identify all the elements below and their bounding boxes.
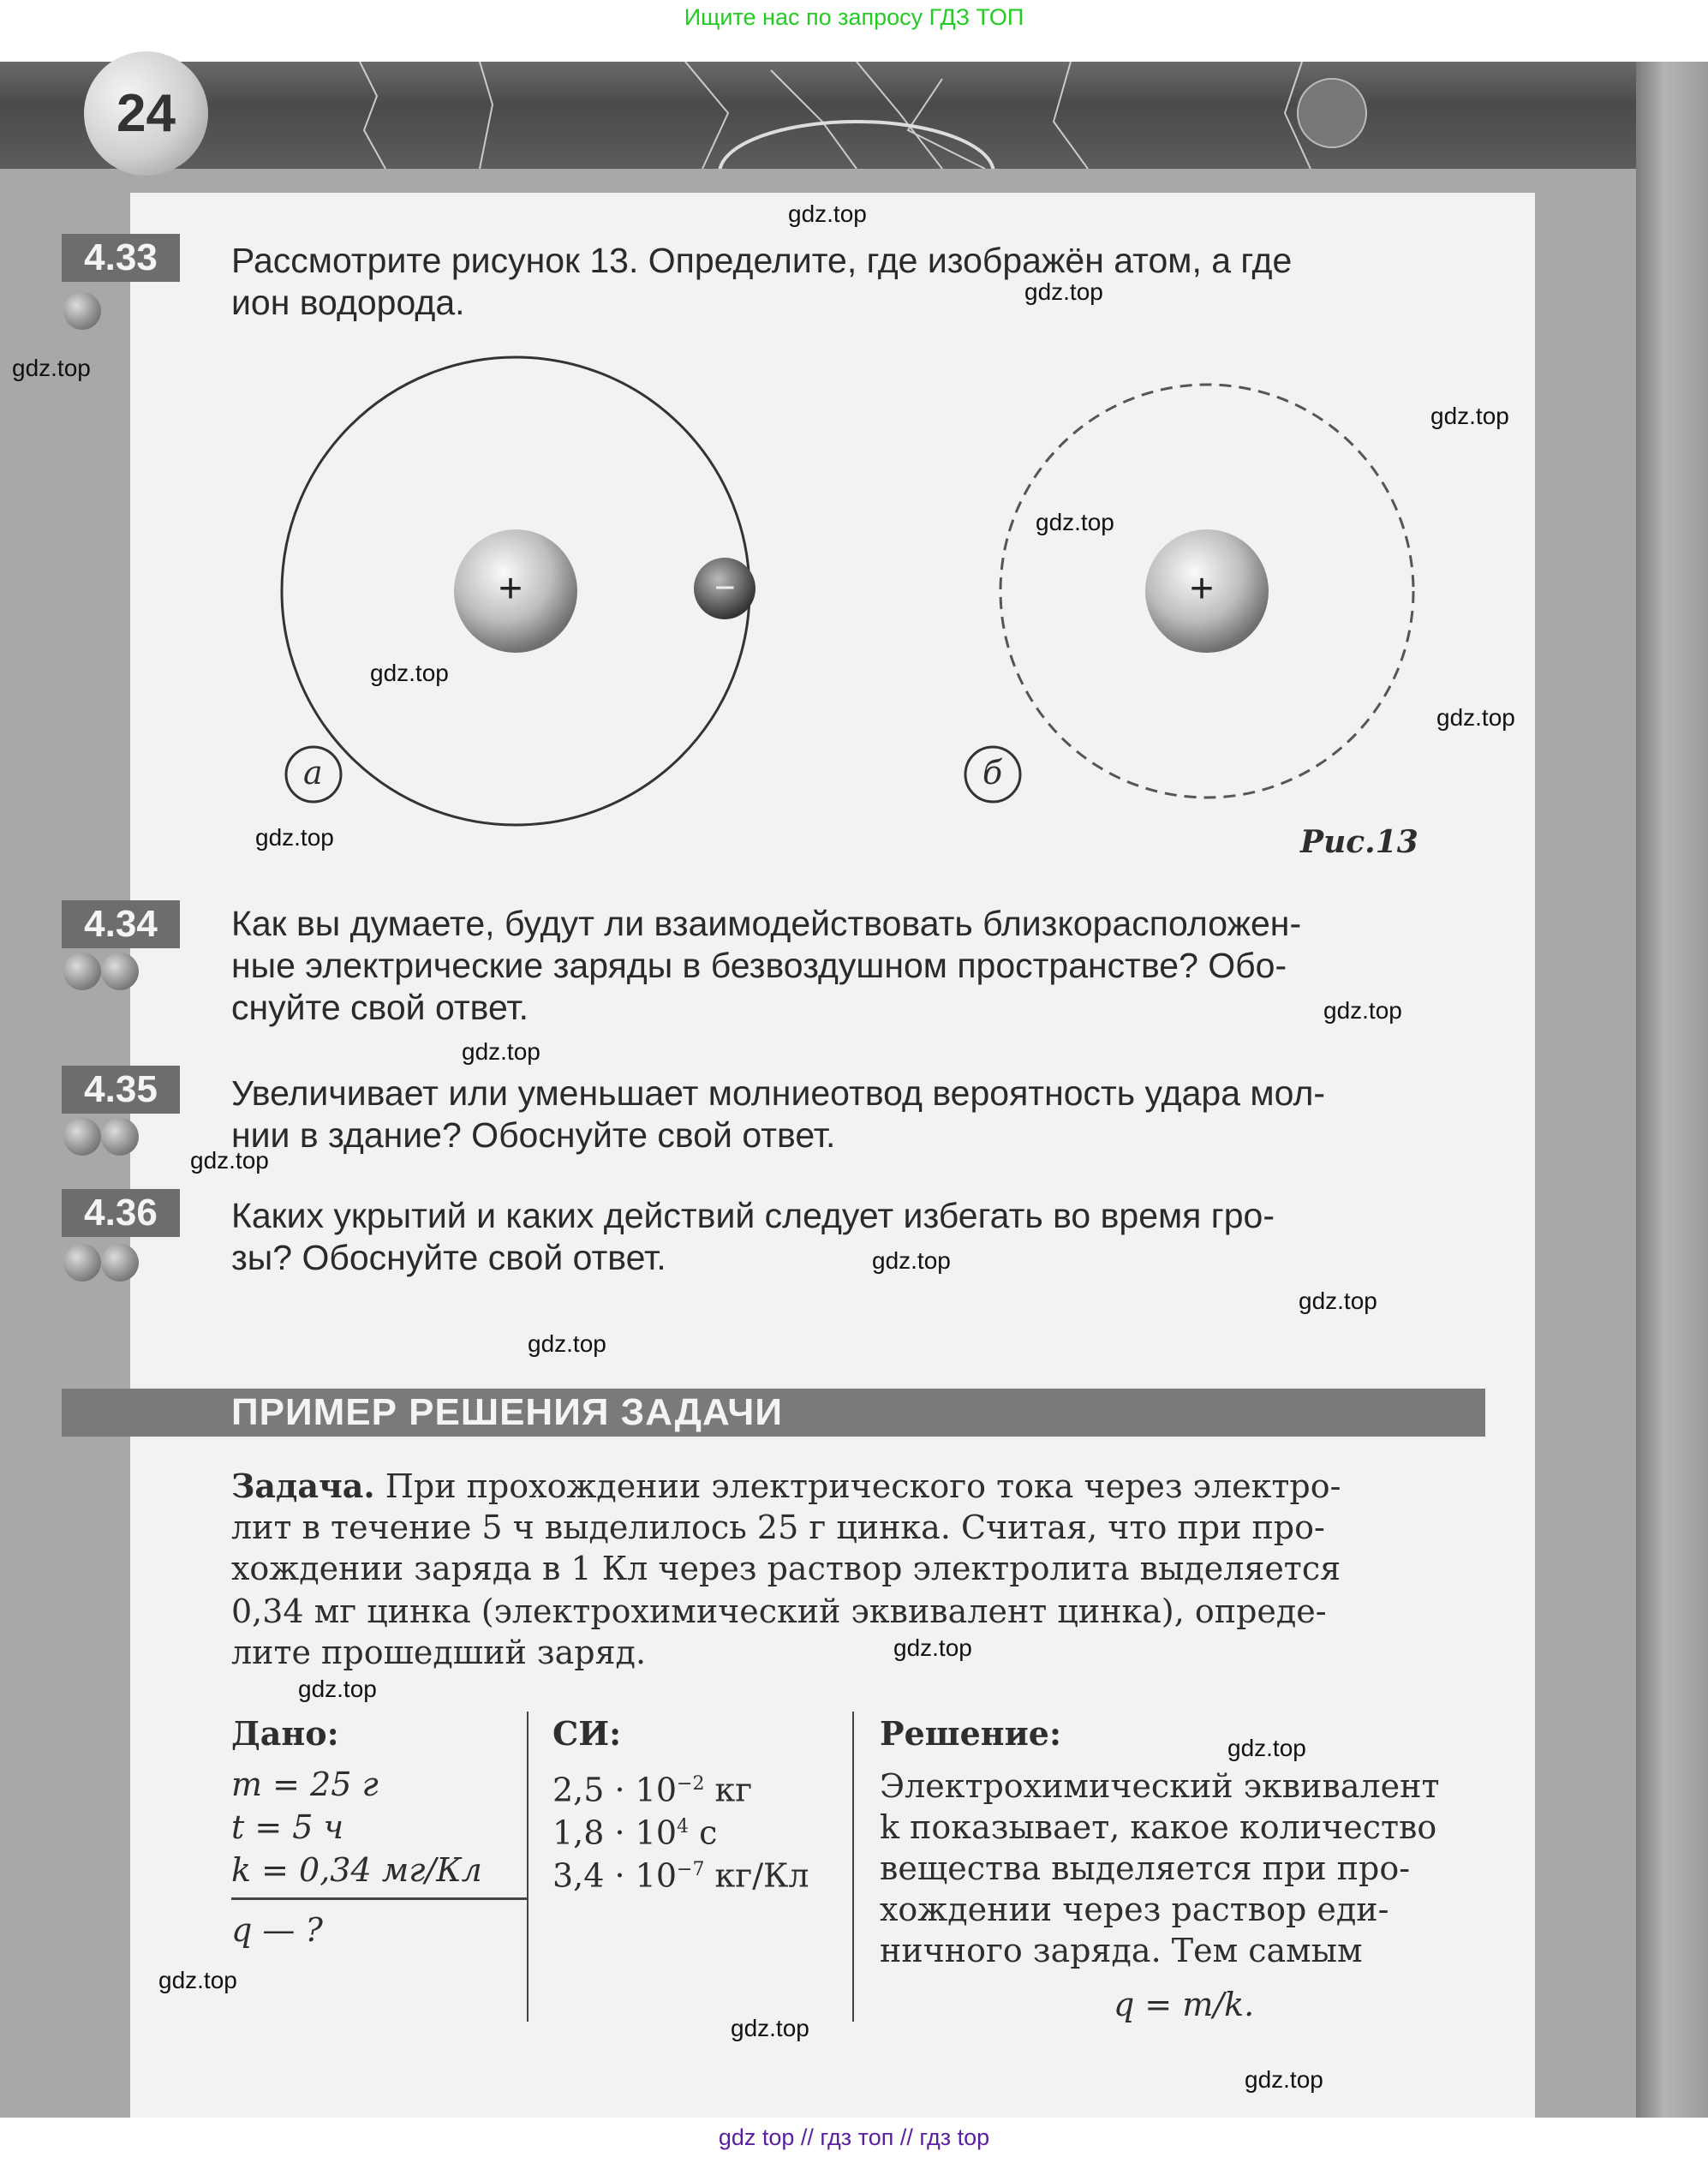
watermark: gdz.top	[1036, 509, 1114, 535]
watermark: gdz.top	[1323, 997, 1402, 1024]
difficulty-sphere-icon	[63, 953, 101, 990]
task-line	[231, 1466, 1341, 1507]
watermark: gdz.top	[462, 1038, 540, 1065]
problem-text	[231, 1195, 1490, 1279]
problem-line: Как вы думаете, будут ли взаимодействовать близкорасположен-	[231, 904, 1302, 943]
figure-caption: Рис.13	[1300, 824, 1418, 860]
si-mantissa: 2,5 · 10	[552, 1771, 678, 1809]
problem-number-badge: 4.33	[62, 234, 180, 282]
plus-sign: +	[1190, 566, 1215, 612]
given-value: t = 5 ч	[231, 1808, 344, 1846]
problem-text	[231, 240, 1490, 324]
watermark: gdz.top	[788, 200, 867, 227]
solution-line: вещества выделяется при про-	[880, 1849, 1411, 1887]
column-divider	[527, 1712, 529, 2022]
si-value	[552, 1806, 717, 1855]
problem-text	[231, 903, 1490, 1029]
si-unit: с	[689, 1813, 718, 1852]
solution-text	[880, 1766, 1490, 1971]
given-divider	[231, 1897, 527, 1900]
problem-line: нии в здание? Обоснуйте свой ответ.	[231, 1115, 836, 1155]
solution-header: Решение:	[880, 1714, 1061, 1753]
difficulty-sphere-icon	[101, 1118, 139, 1156]
formula: q = m/k.	[1114, 1986, 1255, 2023]
watermark: gdz.top	[1436, 704, 1515, 731]
solution-line: хождении через раствор еди-	[880, 1891, 1389, 1928]
solution-line: ничного заряда. Тем самым	[880, 1932, 1363, 1969]
lightning-image	[0, 62, 1636, 169]
problem-number-badge: 4.34	[62, 900, 180, 948]
unknown-value: q — ?	[231, 1911, 323, 1949]
problem-number-badge: 4.36	[62, 1189, 180, 1237]
footer-links[interactable]: gdz top // гдз топ // гдз top	[0, 2118, 1708, 2157]
problem-number-badge: 4.35	[62, 1066, 180, 1114]
watermark: gdz.top	[1227, 1735, 1306, 1761]
watermark: gdz.top	[190, 1147, 269, 1174]
watermark: gdz.top	[12, 355, 91, 381]
si-exponent: −2	[677, 1773, 705, 1795]
watermark: gdz.top	[1430, 403, 1509, 429]
label-a: а	[303, 754, 323, 792]
difficulty-sphere-icon	[101, 953, 139, 990]
task-line: хождении заряда в 1 Кл через раствор электролита выделяется	[231, 1550, 1341, 1587]
watermark: gdz.top	[1024, 278, 1103, 305]
problem-line: Каких укрытий и каких действий следует избегать во время гро-	[231, 1196, 1275, 1235]
task-text: При прохождении электрического тока через электро-	[374, 1467, 1341, 1505]
task-label: Задача.	[231, 1467, 375, 1505]
problem-line: зы? Обоснуйте свой ответ.	[231, 1238, 666, 1277]
si-unit: кг	[704, 1771, 753, 1809]
section-heading: ПРИМЕР РЕШЕНИЯ ЗАДАЧИ	[62, 1389, 1485, 1437]
watermark: gdz.top	[731, 2015, 809, 2041]
watermark: gdz.top	[1299, 1288, 1377, 1314]
watermark: gdz.top	[255, 824, 334, 851]
problem-line: ные электрические заряды в безвоздушном пространстве? Обо-	[231, 946, 1287, 985]
book-spine	[1636, 62, 1708, 2118]
given-value: m = 25 г	[231, 1766, 379, 1803]
watermark: gdz.top	[298, 1676, 377, 1702]
difficulty-sphere-icon	[63, 1244, 101, 1282]
difficulty-sphere-icon	[63, 1118, 101, 1156]
minus-sign: −	[714, 567, 736, 607]
task-line: лит в течение 5 ч выделилось 25 г цинка. Считая, что при про-	[231, 1509, 1325, 1546]
watermark: gdz.top	[528, 1330, 606, 1357]
si-header: СИ:	[552, 1714, 622, 1753]
page-number: 24	[84, 51, 208, 176]
problem-line: ион водорода.	[231, 283, 465, 322]
problem-line: снуйте свой ответ.	[231, 988, 529, 1027]
watermark: gdz.top	[872, 1247, 951, 1274]
si-unit: кг/Кл	[704, 1856, 809, 1895]
problem-line: Рассмотрите рисунок 13. Определите, где изображён атом, а где	[231, 241, 1293, 280]
difficulty-sphere-icon	[63, 292, 101, 330]
site-banner: Ищите нас по запросу ГДЗ ТОП	[0, 0, 1708, 62]
si-value	[552, 1849, 809, 1897]
problem-text	[231, 1073, 1490, 1156]
solution-line: Электрохимический эквивалент	[880, 1767, 1440, 1805]
watermark: gdz.top	[370, 660, 449, 686]
problem-line: Увеличивает или уменьшает молниеотвод вероятность удара мол-	[231, 1073, 1326, 1113]
si-exponent: 4	[677, 1816, 690, 1837]
si-mantissa: 3,4 · 10	[552, 1856, 678, 1895]
watermark: gdz.top	[158, 1967, 237, 1993]
si-exponent: −7	[677, 1859, 705, 1880]
given-header: Дано:	[231, 1714, 339, 1753]
task-line: лите прошедший заряд.	[231, 1634, 647, 1671]
si-mantissa: 1,8 · 10	[552, 1813, 678, 1852]
header-lightning-banner	[0, 62, 1636, 169]
figure-13	[257, 326, 1499, 874]
plus-sign: +	[499, 566, 523, 612]
label-b: б	[982, 754, 1003, 792]
watermark: gdz.top	[893, 1634, 972, 1661]
column-divider	[852, 1712, 854, 2022]
task-line: 0,34 мг цинка (электрохимический эквивалент цинка), опреде-	[231, 1592, 1327, 1630]
difficulty-sphere-icon	[101, 1244, 139, 1282]
si-value	[552, 1763, 752, 1812]
watermark: gdz.top	[1245, 2066, 1323, 2093]
solution-line: k показывает, какое количество	[880, 1808, 1437, 1846]
given-value: k = 0,34 мг/Кл	[231, 1851, 482, 1889]
